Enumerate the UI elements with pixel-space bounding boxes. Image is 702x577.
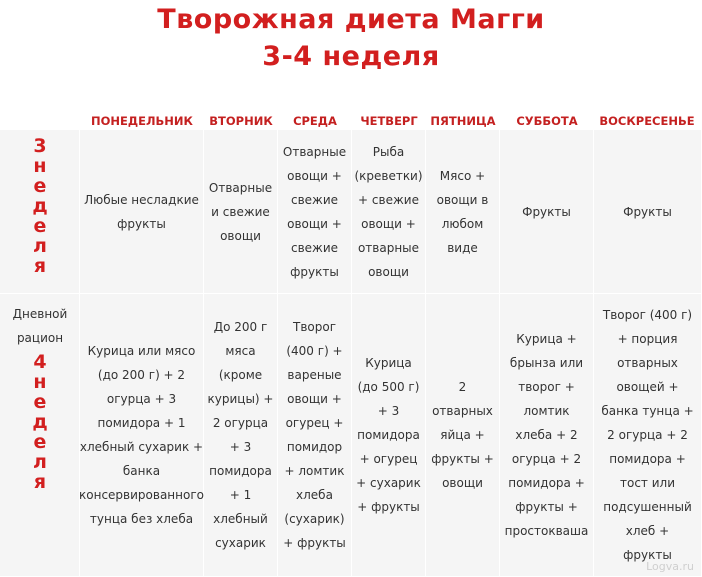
page-title: Творожная диета Магги [157,4,545,35]
week3-wednesday-cell: Отварные овощи + свежие овощи + свежие фрукты [278,130,352,294]
week4-label-letter: 4 [33,351,47,373]
week4-wednesday-cell: Творог (400 г) + вареные овощи + огурец + помидор + ломтик хлеба (сухарик) + фрукты [278,294,352,577]
week4-saturday-cell: Курица + брынза или творог + ломтик хлеба + 2 огурца + 2 помидора + фрукты + простокваша [500,294,594,577]
row-label-week4 [0,294,80,577]
week4-label-letter: е [33,391,47,413]
week3-monday-cell: Любые несладкие фрукты [80,130,204,294]
week3-tuesday-cell: Отварные и свежие овощи [204,130,278,294]
week3-label-letter: н [33,155,47,177]
week3-saturday-cell: Фрукты [500,130,594,294]
week3-label-letter: л [33,235,47,257]
week4-label-letter: д [32,411,48,433]
week4-friday-cell: 2 отварных яйца + фрукты + овощи [426,294,500,577]
week4-label-letter: л [33,451,47,473]
header-tuesday: ВТОРНИК [209,114,273,128]
watermark: Logva.ru [646,560,694,573]
week3-label-letter: д [32,195,48,217]
week3-sunday-cell: Фрукты [594,130,702,294]
diet-table [0,130,702,577]
week4-label-letter: е [33,431,47,453]
week3-label-letter: е [33,215,47,237]
week3-label-letter: я [33,255,47,277]
header-sunday: ВОСКРЕСЕНЬЕ [599,114,695,128]
daily-ration-label: Дневной рацион [12,307,68,345]
header-friday: ПЯТНИЦА [430,114,496,128]
week4-thursday-cell: Курица (до 500 г) + 3 помидора + огурец + сухарик + фрукты [352,294,426,577]
week4-sunday-cell: Творог (400 г) + порция отварных овощей + банка тунца + 2 огурца + 2 помидора + тост или подсушенный хлеб + фрукты [594,294,702,577]
page-subtitle: 3-4 неделя [262,41,440,72]
week4-label-letter: я [33,471,47,493]
week4-monday-cell: Курица или мясо (до 200 г) + 2 огурца + 3 помидора + 1 хлебный сухарик + банка консервированного тунца без хлеба [80,294,204,577]
header-monday: ПОНЕДЕЛЬНИК [91,114,193,128]
header-thursday: ЧЕТВЕРГ [360,114,418,128]
week4-label-letter: н [33,371,47,393]
header-wednesday: СРЕДА [293,114,337,128]
week3-label-letter: е [33,175,47,197]
row-label-week3 [0,130,80,294]
week3-friday-cell: Мясо + овощи в любом виде [426,130,500,294]
week4-tuesday-cell: До 200 г мяса (кроме курицы) + 2 огурца + 3 помидора + 1 хлебный сухарик [204,294,278,577]
week3-label-letter: 3 [33,135,47,157]
week3-thursday-cell: Рыба (креветки) + свежие овощи + отварные овощи [352,130,426,294]
header-saturday: СУББОТА [516,114,578,128]
